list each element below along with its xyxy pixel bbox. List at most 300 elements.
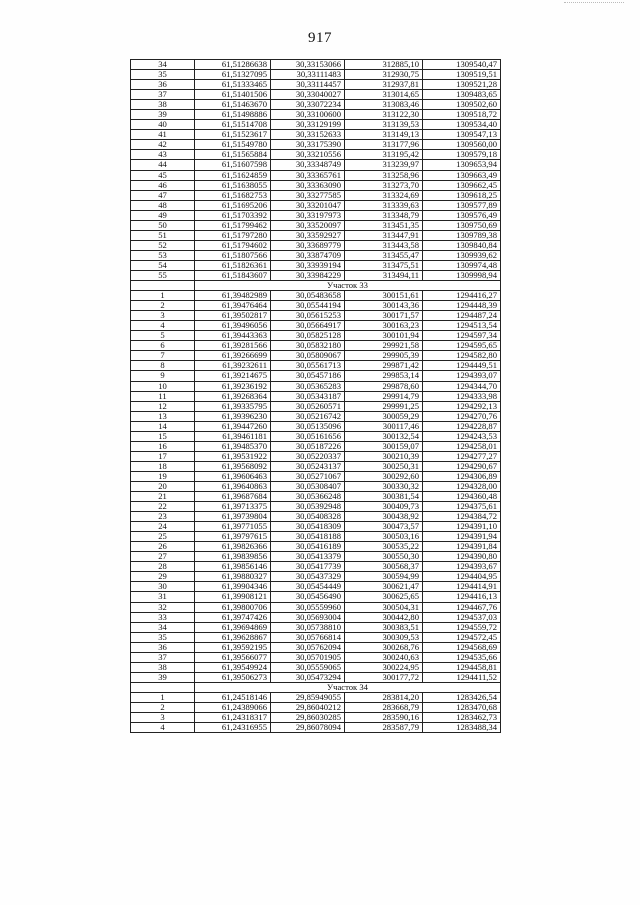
table-row bbox=[131, 150, 501, 160]
x-coordinate-cell: 300224,95 bbox=[345, 662, 423, 672]
point-number-cell: 14 bbox=[131, 421, 195, 431]
point-number-cell: 17 bbox=[131, 451, 195, 461]
y-coordinate-cell: 1294582,80 bbox=[423, 351, 501, 361]
table-row bbox=[131, 542, 501, 552]
x-coordinate-cell: 313149,13 bbox=[345, 130, 423, 140]
table-row bbox=[131, 190, 501, 200]
longitude-cell: 30,05766814 bbox=[271, 632, 345, 642]
y-coordinate-cell: 1294391,10 bbox=[423, 522, 501, 532]
point-number-cell: 38 bbox=[131, 100, 195, 110]
table-row bbox=[131, 522, 501, 532]
x-coordinate-cell: 313447,91 bbox=[345, 230, 423, 240]
x-coordinate-cell: 313014,65 bbox=[345, 90, 423, 100]
latitude-cell: 61,51565884 bbox=[195, 150, 271, 160]
point-number-cell: 15 bbox=[131, 431, 195, 441]
longitude-cell: 30,33201047 bbox=[271, 200, 345, 210]
point-number-cell: 25 bbox=[131, 532, 195, 542]
longitude-cell: 29,86078094 bbox=[271, 723, 345, 733]
x-coordinate-cell: 299914,79 bbox=[345, 391, 423, 401]
longitude-cell: 30,05216742 bbox=[271, 411, 345, 421]
table-row bbox=[131, 391, 501, 401]
y-coordinate-cell: 1309618,25 bbox=[423, 190, 501, 200]
coordinates-table bbox=[130, 59, 501, 733]
table-row bbox=[131, 70, 501, 80]
table-row bbox=[131, 240, 501, 250]
longitude-cell: 30,33100600 bbox=[271, 110, 345, 120]
x-coordinate-cell: 312937,81 bbox=[345, 80, 423, 90]
latitude-cell: 61,39640863 bbox=[195, 481, 271, 491]
longitude-cell: 30,05417739 bbox=[271, 562, 345, 572]
x-coordinate-cell: 300473,57 bbox=[345, 522, 423, 532]
latitude-cell: 61,39335795 bbox=[195, 401, 271, 411]
table-row bbox=[131, 100, 501, 110]
y-coordinate-cell: 1309547,13 bbox=[423, 130, 501, 140]
point-number-cell: 47 bbox=[131, 190, 195, 200]
point-number-cell: 20 bbox=[131, 481, 195, 491]
y-coordinate-cell: 1294597,34 bbox=[423, 331, 501, 341]
x-coordinate-cell: 312930,75 bbox=[345, 70, 423, 80]
x-coordinate-cell: 300132,54 bbox=[345, 431, 423, 441]
y-coordinate-cell: 1309974,48 bbox=[423, 260, 501, 270]
table-row bbox=[131, 672, 501, 682]
longitude-cell: 30,33153066 bbox=[271, 60, 345, 70]
x-coordinate-cell: 283668,79 bbox=[345, 703, 423, 713]
x-coordinate-cell: 299878,60 bbox=[345, 381, 423, 391]
point-number-cell: 46 bbox=[131, 180, 195, 190]
x-coordinate-cell: 312885,10 bbox=[345, 60, 423, 70]
y-coordinate-cell: 1294328,00 bbox=[423, 481, 501, 491]
longitude-cell: 30,33874709 bbox=[271, 250, 345, 260]
y-coordinate-cell: 1294393,67 bbox=[423, 562, 501, 572]
table-row bbox=[131, 291, 501, 301]
table-row bbox=[131, 532, 501, 542]
x-coordinate-cell: 313239,97 bbox=[345, 160, 423, 170]
latitude-cell: 61,51682753 bbox=[195, 190, 271, 200]
latitude-cell: 61,39506273 bbox=[195, 672, 271, 682]
table-row bbox=[131, 60, 501, 70]
section-title: Участок 33 bbox=[195, 281, 501, 291]
table-row bbox=[131, 703, 501, 713]
y-coordinate-cell: 1309560,00 bbox=[423, 140, 501, 150]
longitude-cell: 30,05701905 bbox=[271, 652, 345, 662]
longitude-cell: 30,05544194 bbox=[271, 301, 345, 311]
longitude-cell: 30,05392948 bbox=[271, 502, 345, 512]
point-number-cell: 11 bbox=[131, 391, 195, 401]
y-coordinate-cell: 1294487,24 bbox=[423, 311, 501, 321]
table-row bbox=[131, 361, 501, 371]
point-number-cell: 18 bbox=[131, 461, 195, 471]
x-coordinate-cell: 283590,16 bbox=[345, 713, 423, 723]
latitude-cell: 61,39771055 bbox=[195, 522, 271, 532]
latitude-cell: 61,51843607 bbox=[195, 270, 271, 280]
latitude-cell: 61,39908121 bbox=[195, 592, 271, 602]
x-coordinate-cell: 300101,94 bbox=[345, 331, 423, 341]
x-coordinate-cell: 300535,22 bbox=[345, 542, 423, 552]
longitude-cell: 30,33365761 bbox=[271, 170, 345, 180]
y-coordinate-cell: 1309840,84 bbox=[423, 240, 501, 250]
y-coordinate-cell: 1294243,53 bbox=[423, 431, 501, 441]
x-coordinate-cell: 300550,30 bbox=[345, 552, 423, 562]
x-coordinate-cell: 313443,58 bbox=[345, 240, 423, 250]
point-number-cell: 9 bbox=[131, 371, 195, 381]
point-number-cell: 3 bbox=[131, 311, 195, 321]
latitude-cell: 61,39232611 bbox=[195, 361, 271, 371]
x-coordinate-cell: 300625,65 bbox=[345, 592, 423, 602]
latitude-cell: 61,51695206 bbox=[195, 200, 271, 210]
latitude-cell: 61,39797615 bbox=[195, 532, 271, 542]
x-coordinate-cell: 300309,53 bbox=[345, 632, 423, 642]
x-coordinate-cell: 300268,76 bbox=[345, 642, 423, 652]
point-number-cell: 37 bbox=[131, 652, 195, 662]
y-coordinate-cell: 1294449,51 bbox=[423, 361, 501, 371]
longitude-cell: 30,05365283 bbox=[271, 381, 345, 391]
point-number-cell: 4 bbox=[131, 321, 195, 331]
y-coordinate-cell: 1294391,84 bbox=[423, 542, 501, 552]
longitude-cell: 30,33129199 bbox=[271, 120, 345, 130]
table-row bbox=[131, 170, 501, 180]
x-coordinate-cell: 300240,63 bbox=[345, 652, 423, 662]
x-coordinate-cell: 283587,79 bbox=[345, 723, 423, 733]
x-coordinate-cell: 300409,73 bbox=[345, 502, 423, 512]
point-number-cell: 35 bbox=[131, 632, 195, 642]
x-coordinate-cell: 300171,57 bbox=[345, 311, 423, 321]
point-number-cell: 8 bbox=[131, 361, 195, 371]
latitude-cell: 61,51799462 bbox=[195, 220, 271, 230]
latitude-cell: 61,39268364 bbox=[195, 391, 271, 401]
longitude-cell: 30,05308407 bbox=[271, 481, 345, 491]
latitude-cell: 61,39826366 bbox=[195, 542, 271, 552]
latitude-cell: 61,51807566 bbox=[195, 250, 271, 260]
table-row bbox=[131, 572, 501, 582]
point-number-cell: 32 bbox=[131, 602, 195, 612]
y-coordinate-cell: 1294228,87 bbox=[423, 421, 501, 431]
x-coordinate-cell: 299991,25 bbox=[345, 401, 423, 411]
latitude-cell: 61,51523617 bbox=[195, 130, 271, 140]
y-coordinate-cell: 1294416,27 bbox=[423, 291, 501, 301]
table-row bbox=[131, 713, 501, 723]
x-coordinate-cell: 300143,36 bbox=[345, 301, 423, 311]
point-number-cell: 36 bbox=[131, 80, 195, 90]
y-coordinate-cell: 1283462,73 bbox=[423, 713, 501, 723]
longitude-cell: 30,33111483 bbox=[271, 70, 345, 80]
longitude-cell: 30,05615253 bbox=[271, 311, 345, 321]
table-row bbox=[131, 431, 501, 441]
point-number-cell: 39 bbox=[131, 110, 195, 120]
latitude-cell: 61,39694869 bbox=[195, 622, 271, 632]
table-row bbox=[131, 80, 501, 90]
y-coordinate-cell: 1294391,94 bbox=[423, 532, 501, 542]
table-row bbox=[131, 481, 501, 491]
point-number-cell: 2 bbox=[131, 301, 195, 311]
point-number-cell: 24 bbox=[131, 522, 195, 532]
section-header-row bbox=[131, 281, 501, 291]
longitude-cell: 30,05832180 bbox=[271, 341, 345, 351]
longitude-cell: 30,33040027 bbox=[271, 90, 345, 100]
y-coordinate-cell: 1294290,67 bbox=[423, 461, 501, 471]
table-row bbox=[131, 612, 501, 622]
section-header-blank-cell bbox=[131, 281, 195, 291]
point-number-cell: 13 bbox=[131, 411, 195, 421]
x-coordinate-cell: 313455,47 bbox=[345, 250, 423, 260]
x-coordinate-cell: 313475,51 bbox=[345, 260, 423, 270]
y-coordinate-cell: 1294277,27 bbox=[423, 451, 501, 461]
longitude-cell: 30,05220337 bbox=[271, 451, 345, 461]
latitude-cell: 61,39592195 bbox=[195, 642, 271, 652]
point-number-cell: 55 bbox=[131, 270, 195, 280]
latitude-cell: 61,51286638 bbox=[195, 60, 271, 70]
y-coordinate-cell: 1309502,60 bbox=[423, 100, 501, 110]
longitude-cell: 30,33592927 bbox=[271, 230, 345, 240]
x-coordinate-cell: 313195,42 bbox=[345, 150, 423, 160]
table-row bbox=[131, 311, 501, 321]
y-coordinate-cell: 1294535,66 bbox=[423, 652, 501, 662]
table-row bbox=[131, 502, 501, 512]
point-number-cell: 37 bbox=[131, 90, 195, 100]
latitude-cell: 61,51794602 bbox=[195, 240, 271, 250]
table-row bbox=[131, 260, 501, 270]
y-coordinate-cell: 1294513,54 bbox=[423, 321, 501, 331]
point-number-cell: 50 bbox=[131, 220, 195, 230]
longitude-cell: 30,05437329 bbox=[271, 572, 345, 582]
longitude-cell: 30,05693004 bbox=[271, 612, 345, 622]
table-row bbox=[131, 371, 501, 381]
longitude-cell: 30,05457186 bbox=[271, 371, 345, 381]
point-number-cell: 27 bbox=[131, 552, 195, 562]
point-number-cell: 31 bbox=[131, 592, 195, 602]
x-coordinate-cell: 313177,96 bbox=[345, 140, 423, 150]
longitude-cell: 30,33114457 bbox=[271, 80, 345, 90]
x-coordinate-cell: 300210,39 bbox=[345, 451, 423, 461]
point-number-cell: 1 bbox=[131, 291, 195, 301]
point-number-cell: 36 bbox=[131, 642, 195, 652]
x-coordinate-cell: 300159,07 bbox=[345, 441, 423, 451]
point-number-cell: 21 bbox=[131, 492, 195, 502]
y-coordinate-cell: 1309518,72 bbox=[423, 110, 501, 120]
x-coordinate-cell: 299871,42 bbox=[345, 361, 423, 371]
table-row bbox=[131, 230, 501, 240]
x-coordinate-cell: 299905,39 bbox=[345, 351, 423, 361]
y-coordinate-cell: 1294390,80 bbox=[423, 552, 501, 562]
x-coordinate-cell: 300438,92 bbox=[345, 512, 423, 522]
latitude-cell: 61,39236192 bbox=[195, 381, 271, 391]
longitude-cell: 29,86030285 bbox=[271, 713, 345, 723]
point-number-cell: 53 bbox=[131, 250, 195, 260]
latitude-cell: 61,51703392 bbox=[195, 210, 271, 220]
y-coordinate-cell: 1294292,13 bbox=[423, 401, 501, 411]
latitude-cell: 61,51498886 bbox=[195, 110, 271, 120]
y-coordinate-cell: 1309939,62 bbox=[423, 250, 501, 260]
latitude-cell: 61,39476464 bbox=[195, 301, 271, 311]
y-coordinate-cell: 1309521,28 bbox=[423, 80, 501, 90]
y-coordinate-cell: 1294411,52 bbox=[423, 672, 501, 682]
point-number-cell: 26 bbox=[131, 542, 195, 552]
table-row bbox=[131, 662, 501, 672]
x-coordinate-cell: 299921,58 bbox=[345, 341, 423, 351]
y-coordinate-cell: 1294595,65 bbox=[423, 341, 501, 351]
point-number-cell: 4 bbox=[131, 723, 195, 733]
table-row bbox=[131, 110, 501, 120]
y-coordinate-cell: 1294568,69 bbox=[423, 642, 501, 652]
x-coordinate-cell: 299853,14 bbox=[345, 371, 423, 381]
latitude-cell: 61,24316955 bbox=[195, 723, 271, 733]
y-coordinate-cell: 1309998,94 bbox=[423, 270, 501, 280]
latitude-cell: 61,51797280 bbox=[195, 230, 271, 240]
y-coordinate-cell: 1294416,13 bbox=[423, 592, 501, 602]
table-row bbox=[131, 321, 501, 331]
x-coordinate-cell: 300151,61 bbox=[345, 291, 423, 301]
x-coordinate-cell: 313273,70 bbox=[345, 180, 423, 190]
point-number-cell: 34 bbox=[131, 60, 195, 70]
y-coordinate-cell: 1309519,51 bbox=[423, 70, 501, 80]
x-coordinate-cell: 300330,32 bbox=[345, 481, 423, 491]
latitude-cell: 61,51624859 bbox=[195, 170, 271, 180]
x-coordinate-cell: 313348,79 bbox=[345, 210, 423, 220]
point-number-cell: 28 bbox=[131, 562, 195, 572]
table-row bbox=[131, 341, 501, 351]
table-row bbox=[131, 160, 501, 170]
longitude-cell: 30,05408328 bbox=[271, 512, 345, 522]
table-row bbox=[131, 642, 501, 652]
x-coordinate-cell: 300059,29 bbox=[345, 411, 423, 421]
latitude-cell: 61,39447260 bbox=[195, 421, 271, 431]
section-title: Участок 34 bbox=[195, 682, 501, 692]
longitude-cell: 30,33348749 bbox=[271, 160, 345, 170]
point-number-cell: 23 bbox=[131, 512, 195, 522]
corner-dotted-mark bbox=[564, 2, 624, 3]
x-coordinate-cell: 313451,35 bbox=[345, 220, 423, 230]
table-row bbox=[131, 301, 501, 311]
point-number-cell: 29 bbox=[131, 572, 195, 582]
table-row bbox=[131, 200, 501, 210]
latitude-cell: 61,39281566 bbox=[195, 341, 271, 351]
longitude-cell: 30,05483658 bbox=[271, 291, 345, 301]
longitude-cell: 30,05473294 bbox=[271, 672, 345, 682]
point-number-cell: 52 bbox=[131, 240, 195, 250]
x-coordinate-cell: 313324,69 bbox=[345, 190, 423, 200]
y-coordinate-cell: 1309653,94 bbox=[423, 160, 501, 170]
x-coordinate-cell: 300292,60 bbox=[345, 471, 423, 481]
latitude-cell: 61,51638055 bbox=[195, 180, 271, 190]
table-row bbox=[131, 250, 501, 260]
latitude-cell: 61,39214675 bbox=[195, 371, 271, 381]
latitude-cell: 61,51401506 bbox=[195, 90, 271, 100]
latitude-cell: 61,39747426 bbox=[195, 612, 271, 622]
x-coordinate-cell: 300442,80 bbox=[345, 612, 423, 622]
y-coordinate-cell: 1309663,49 bbox=[423, 170, 501, 180]
y-coordinate-cell: 1294360,48 bbox=[423, 492, 501, 502]
longitude-cell: 30,33277585 bbox=[271, 190, 345, 200]
x-coordinate-cell: 313083,46 bbox=[345, 100, 423, 110]
y-coordinate-cell: 1294344,70 bbox=[423, 381, 501, 391]
point-number-cell: 39 bbox=[131, 672, 195, 682]
table-row bbox=[131, 622, 501, 632]
x-coordinate-cell: 313122,30 bbox=[345, 110, 423, 120]
longitude-cell: 30,05366248 bbox=[271, 492, 345, 502]
longitude-cell: 30,33363090 bbox=[271, 180, 345, 190]
latitude-cell: 61,39531922 bbox=[195, 451, 271, 461]
table-row bbox=[131, 552, 501, 562]
x-coordinate-cell: 300503,16 bbox=[345, 532, 423, 542]
table-row bbox=[131, 331, 501, 341]
y-coordinate-cell: 1309483,65 bbox=[423, 90, 501, 100]
table-row bbox=[131, 512, 501, 522]
y-coordinate-cell: 1294393,07 bbox=[423, 371, 501, 381]
y-coordinate-cell: 1294333,98 bbox=[423, 391, 501, 401]
table-row bbox=[131, 210, 501, 220]
longitude-cell: 30,05418188 bbox=[271, 532, 345, 542]
y-coordinate-cell: 1283426,54 bbox=[423, 692, 501, 702]
latitude-cell: 61,51327095 bbox=[195, 70, 271, 80]
latitude-cell: 61,39856146 bbox=[195, 562, 271, 572]
point-number-cell: 1 bbox=[131, 692, 195, 702]
latitude-cell: 61,24318317 bbox=[195, 713, 271, 723]
y-coordinate-cell: 1294270,76 bbox=[423, 411, 501, 421]
y-coordinate-cell: 1294404,95 bbox=[423, 572, 501, 582]
point-number-cell: 22 bbox=[131, 502, 195, 512]
longitude-cell: 29,85949055 bbox=[271, 692, 345, 702]
table-row bbox=[131, 451, 501, 461]
x-coordinate-cell: 313139,53 bbox=[345, 120, 423, 130]
y-coordinate-cell: 1294467,76 bbox=[423, 602, 501, 612]
longitude-cell: 30,05260571 bbox=[271, 401, 345, 411]
longitude-cell: 30,05187226 bbox=[271, 441, 345, 451]
y-coordinate-cell: 1294258,01 bbox=[423, 441, 501, 451]
point-number-cell: 48 bbox=[131, 200, 195, 210]
x-coordinate-cell: 313339,63 bbox=[345, 200, 423, 210]
table-row bbox=[131, 602, 501, 612]
latitude-cell: 61,39687684 bbox=[195, 492, 271, 502]
longitude-cell: 30,05738810 bbox=[271, 622, 345, 632]
y-coordinate-cell: 1309789,38 bbox=[423, 230, 501, 240]
point-number-cell: 6 bbox=[131, 341, 195, 351]
point-number-cell: 44 bbox=[131, 160, 195, 170]
longitude-cell: 30,05559960 bbox=[271, 602, 345, 612]
table-row bbox=[131, 381, 501, 391]
x-coordinate-cell: 300568,37 bbox=[345, 562, 423, 572]
latitude-cell: 61,39568092 bbox=[195, 461, 271, 471]
longitude-cell: 30,05413379 bbox=[271, 552, 345, 562]
point-number-cell: 12 bbox=[131, 401, 195, 411]
longitude-cell: 30,05825128 bbox=[271, 331, 345, 341]
longitude-cell: 30,05664917 bbox=[271, 321, 345, 331]
latitude-cell: 61,39443363 bbox=[195, 331, 271, 341]
table-row bbox=[131, 220, 501, 230]
table-row bbox=[131, 401, 501, 411]
latitude-cell: 61,39839856 bbox=[195, 552, 271, 562]
y-coordinate-cell: 1294458,81 bbox=[423, 662, 501, 672]
point-number-cell: 10 bbox=[131, 381, 195, 391]
longitude-cell: 30,05762094 bbox=[271, 642, 345, 652]
y-coordinate-cell: 1294306,89 bbox=[423, 471, 501, 481]
longitude-cell: 30,05561713 bbox=[271, 361, 345, 371]
y-coordinate-cell: 1294572,45 bbox=[423, 632, 501, 642]
point-number-cell: 38 bbox=[131, 662, 195, 672]
section-header-row bbox=[131, 682, 501, 692]
latitude-cell: 61,39502817 bbox=[195, 311, 271, 321]
longitude-cell: 30,05161656 bbox=[271, 431, 345, 441]
x-coordinate-cell: 313258,96 bbox=[345, 170, 423, 180]
y-coordinate-cell: 1294375,61 bbox=[423, 502, 501, 512]
point-number-cell: 35 bbox=[131, 70, 195, 80]
latitude-cell: 61,39739804 bbox=[195, 512, 271, 522]
latitude-cell: 61,39485370 bbox=[195, 441, 271, 451]
latitude-cell: 61,39628867 bbox=[195, 632, 271, 642]
point-number-cell: 54 bbox=[131, 260, 195, 270]
x-coordinate-cell: 283814,20 bbox=[345, 692, 423, 702]
latitude-cell: 61,51607598 bbox=[195, 160, 271, 170]
point-number-cell: 16 bbox=[131, 441, 195, 451]
table-row bbox=[131, 692, 501, 702]
